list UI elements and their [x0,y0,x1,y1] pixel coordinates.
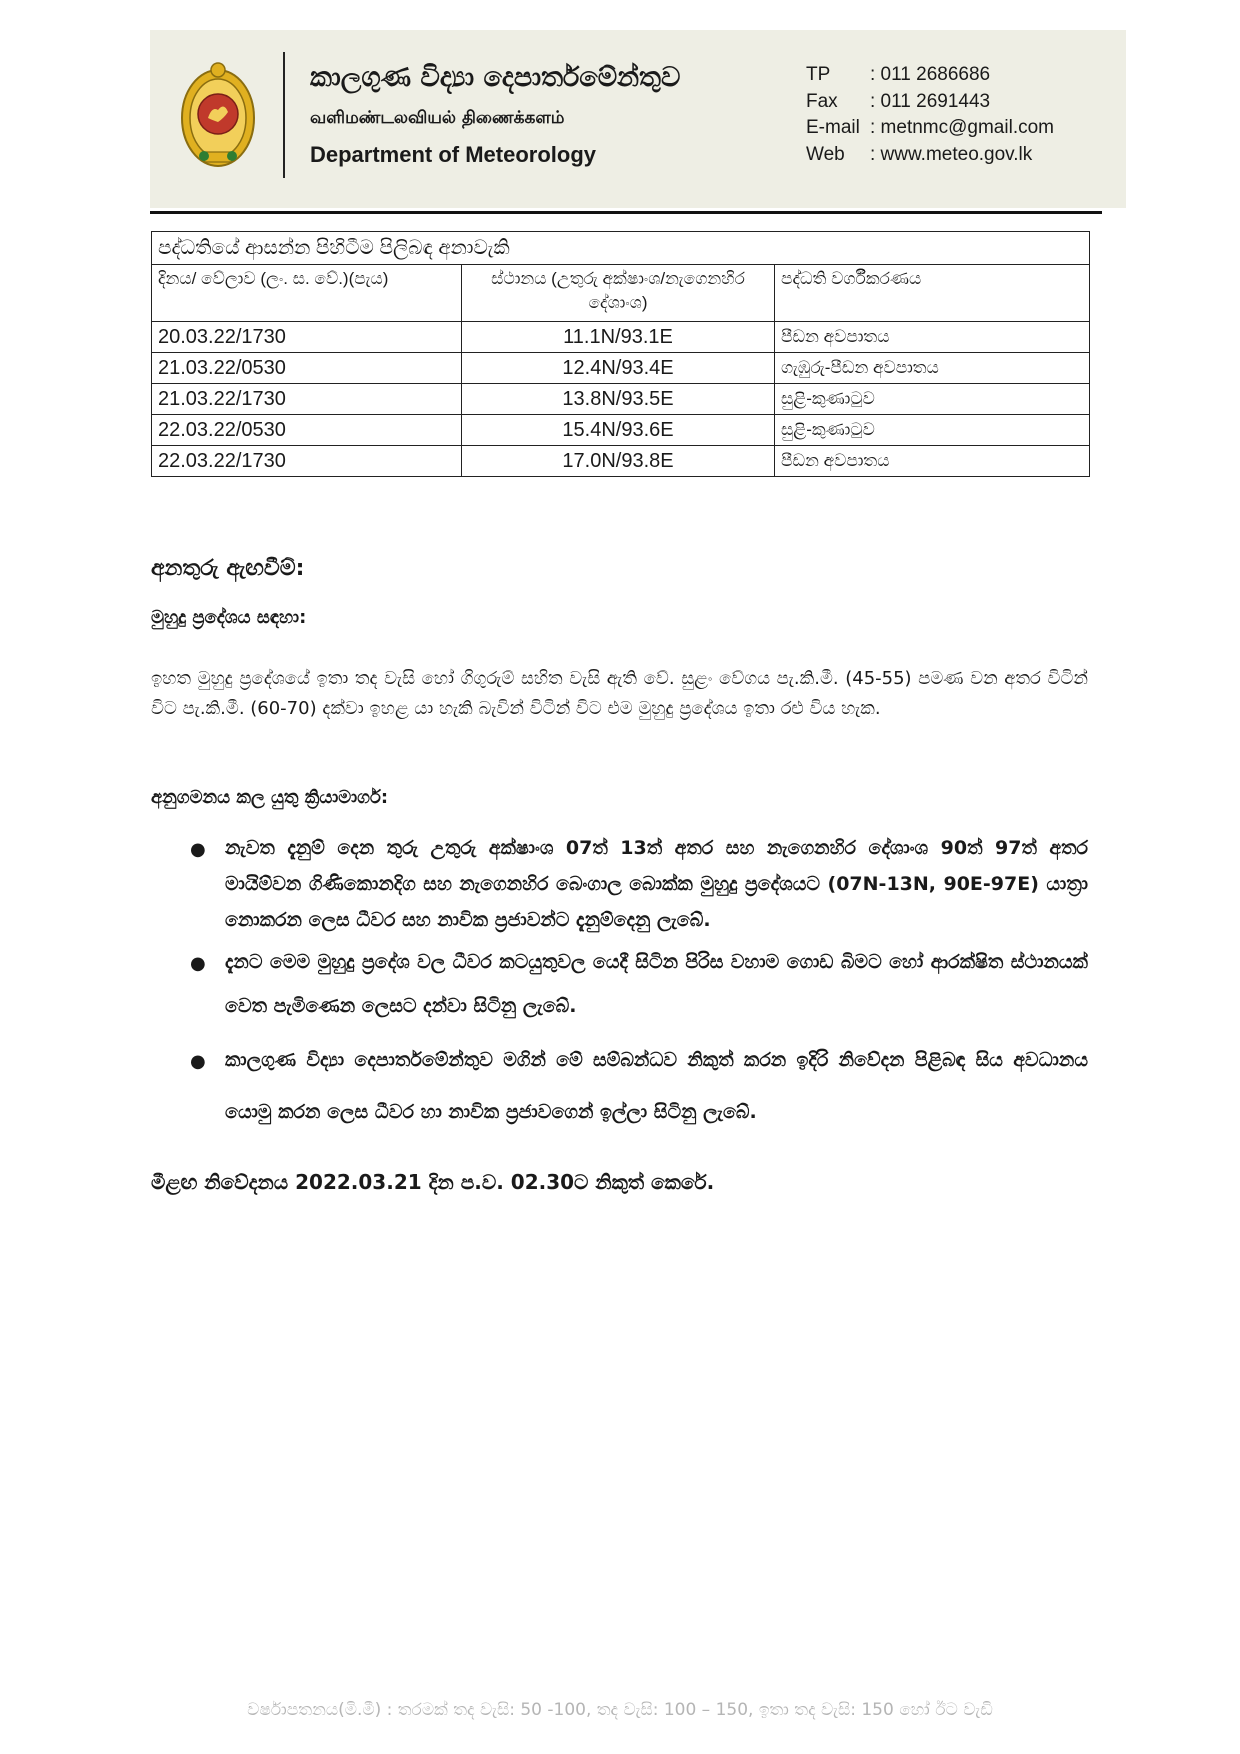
contact-value: : www.meteo.gov.lk [870,143,1033,165]
sri-lanka-emblem-icon [178,56,258,174]
cell-position: 11.1N/93.1E [462,322,775,353]
table-row [152,384,1090,415]
contact-block [806,62,1054,168]
forecast-table [151,231,1090,477]
warning-heading: අනතුරු ඇඟවීම්: [151,556,305,581]
cell-position: 13.8N/93.5E [462,384,775,415]
contact-value: : 011 2691443 [870,90,991,112]
contact-email [806,115,1054,142]
cell-classification: සුළි-කුණාටුව [775,384,1090,415]
table-row [152,353,1090,384]
cell-datetime: 21.03.22/1730 [152,384,462,415]
column-header-classification: පද්ධති වර්ගීකරණය [775,265,1090,322]
cell-position: 12.4N/93.4E [462,353,775,384]
department-name-sinhala: කාලගුණ විද්‍යා දෙපාර්තමේන්තුව [310,62,681,93]
header-rule [150,211,1102,214]
cell-datetime: 21.03.22/0530 [152,353,462,384]
sea-area-paragraph: ඉහත මුහුදු ප්‍රදේශයේ ඉතා තද වැසි හෝ ගිගුරුම් සහිත වැසි ඇති වේ. සුළං වේගය පැ.කි.මී. (45-55) පමණ වන අතර විටින් විට පැ.කි.මී. (60-70) දක්වා ඉහළ යා හැකි බැවින් විටින් විට එම මුහුදු ප්‍රදේශය ඉතා රළු විය හැක. [151,668,1088,719]
action-text: දැනට මෙම මුහුදු ප්‍රදේශ වල ධීවර කටයුතුවල යෙදී සිටින පිරිස වහාම ගොඩ බිමට හෝ ආරක්ෂිත ස්ථානයක් වෙත පැමිණෙන ලෙසට දන්වා සිටිනු ලැබේ. [225,951,1088,1017]
column-header-datetime: දිනය/ වේලාව (ලං. ස. වේ.)(පැය) [152,265,462,322]
contact-label: E-mail [806,117,860,138]
cell-datetime: 20.03.22/1730 [152,322,462,353]
contact-label: Web [806,143,845,165]
cell-classification: පීඩන අවපාතය [775,446,1090,477]
table-row [152,446,1090,477]
next-bulletin-note: මීළඟ නිවේදනය 2022.03.21 දින ප.ව. 02.30ට නිකුත් කෙරේ. [151,1170,715,1194]
column-header-position: ස්ථානය (උතුරු අක්ෂාංශ/නැගෙනහිර දේශාංශ) [462,265,775,322]
actions-list [190,830,1088,1138]
header-divider [283,52,285,178]
cell-position: 17.0N/93.8E [462,446,775,477]
list-item [190,1034,1088,1138]
contact-web [806,142,1054,169]
contact-fax [806,89,1054,116]
action-text: නැවත දැනුම් දෙන තුරු උතුරු අක්ෂාංශ 07ත් 13ත් අතර සහ නැගෙනහිර දේශාංශ 90ත් 97ත් අතර මායිම්වන ගිණිකොනදිග සහ නැගෙනහිර බෙංගාල බොක්ක මුහුදු ප්‍රදේශයට (07N-13N, 90E-97E) යාත්‍රා නොකරන ලෙස ධීවර සහ නාවික ප්‍රජාවන්ට දැනුම්දෙනු ලැබේ. [225,837,1088,931]
department-name-tamil: வளிமண்டலவியல் திணைக்களம் [310,108,565,128]
cell-classification: සුළි-කුණාටුව [775,415,1090,446]
contact-phone [806,62,1054,89]
actions-heading: අනුගමනය කල යුතු ක්‍රියාමාර්ග: [151,787,389,808]
table-row [152,322,1090,353]
rainfall-legend-footer: වර්ෂාපතනය(මි.මී) : තරමක් තද වැසි: 50 -100, තද වැසි: 100 – 150, ඉතා තද වැසි: 150 හෝ ඊට වැඩි [247,1700,993,1720]
bullet-icon: ● [190,953,206,974]
cell-position: 15.4N/93.6E [462,415,775,446]
action-text: කාලගුණ විද්‍යා දෙපාර්තමේන්තුව මගින් මේ සම්බන්ධව නිකුත් කරන ඉදිරි නිවේදන පිළිබඳ සිය අවධානය යොමු කරන ලෙස ධීවර හා නාවික ප්‍රජාවගෙන් ඉල්ලා සිටිනු ලැබේ. [225,1049,1088,1123]
contact-value: : metnmc@gmail.com [870,117,1054,138]
list-item [190,940,1088,1028]
bullet-icon: ● [190,839,206,860]
table-row [152,415,1090,446]
table-title: පද්ධතියේ ආසන්න පිහිටීම පිලිබඳ අනාවැකි [152,232,1090,265]
department-name-english: Department of Meteorology [310,142,597,167]
cell-datetime: 22.03.22/0530 [152,415,462,446]
cell-classification: පීඩන අවපාතය [775,322,1090,353]
contact-label: Fax [806,90,838,112]
contact-label: TP [806,64,831,85]
sea-area-heading: මුහුදු ප්‍රදේශය සඳහා: [151,607,307,628]
contact-value: : 011 2686686 [870,64,991,85]
cell-classification: ගැඹුරු-පීඩන අවපාතය [775,353,1090,384]
bullet-icon: ● [190,1051,206,1072]
list-item [190,830,1088,938]
cell-datetime: 22.03.22/1730 [152,446,462,477]
